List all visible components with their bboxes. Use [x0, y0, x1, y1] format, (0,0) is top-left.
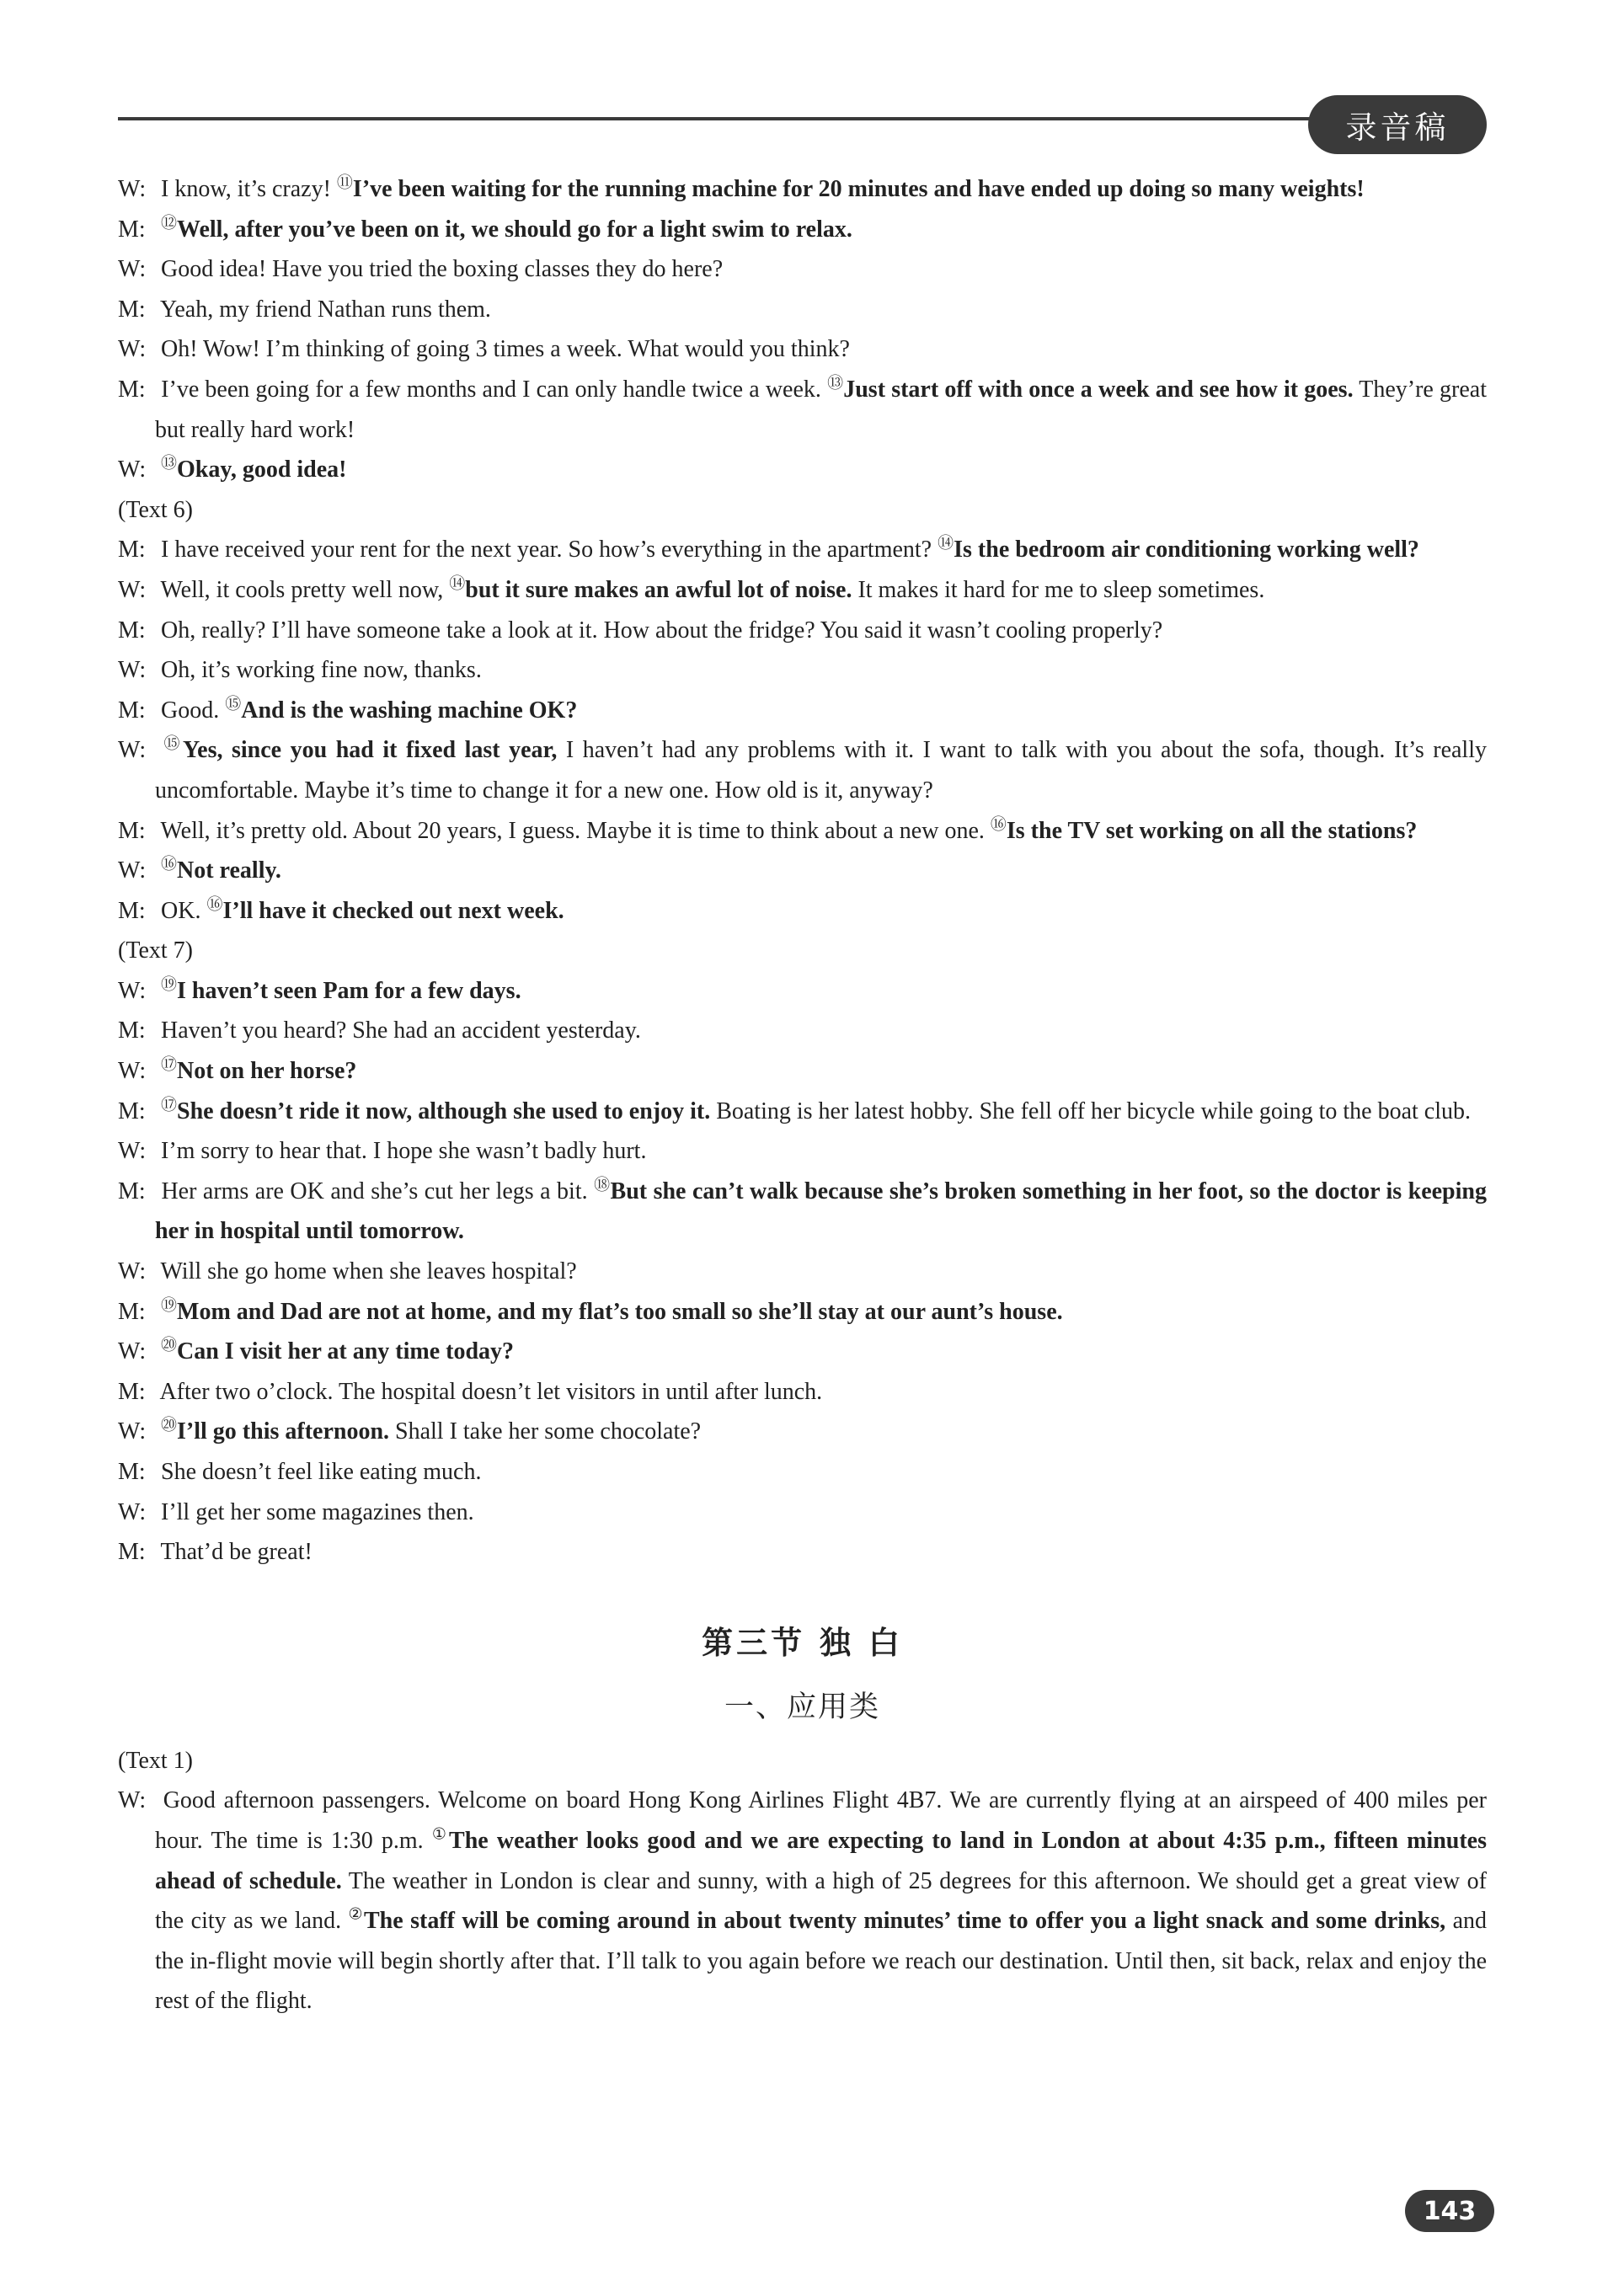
text-segment: I’ll get her some magazines then. — [155, 1498, 474, 1525]
text-segment — [155, 457, 161, 483]
sub-title: 一、应用类 — [724, 1690, 880, 1724]
dialogue-line — [118, 1131, 1487, 1172]
speaker-label: M: — [118, 617, 146, 644]
speaker-label: W: — [118, 1058, 147, 1085]
answer-highlight: Is the TV set working on all the stations? — [1006, 817, 1418, 844]
answer-highlight: Is the bedroom air conditioning working well? — [954, 537, 1419, 563]
speaker-label: M: — [118, 1378, 146, 1405]
speaker-label: M: — [118, 697, 146, 724]
question-marker: ⑬ — [161, 454, 178, 473]
dialogue-line — [118, 1452, 1487, 1493]
question-marker: ⑭ — [449, 574, 466, 593]
answer-highlight: Not on her horse? — [177, 1058, 357, 1085]
speaker-label: M: — [118, 1097, 146, 1124]
text-label — [118, 931, 1487, 971]
text-segment — [155, 216, 161, 243]
header-tag: 录音稿 — [1308, 95, 1487, 154]
text-segment: Yeah, my friend Nathan runs them. — [155, 296, 491, 323]
text-segment: Her arms are OK and she’s cut her legs a bit. — [155, 1178, 595, 1204]
text-segment: OK. — [155, 897, 207, 924]
question-marker: ⑯ — [990, 815, 1007, 834]
text-segment: Oh, really? I’ll have someone take a look at it. How about the fridge? You said it wasn’t cooling properly? — [155, 617, 1163, 644]
question-marker: ⑬ — [827, 374, 844, 393]
answer-highlight: But she can’t walk because she’s broken something in her foot, so the doctor is keeping her in hospital until tomorrow. — [155, 1178, 1487, 1245]
answer-highlight: Okay, good idea! — [177, 457, 347, 483]
text-segment: (Text 1) — [118, 1747, 194, 1774]
dialogue-line — [118, 1051, 1487, 1092]
dialogue-line — [118, 290, 1487, 330]
speaker-label: W: — [118, 1498, 147, 1525]
text-segment: I’ve been going for a few months and I can only handle twice a week. — [155, 376, 828, 403]
section-title: 第三节 独 白 — [702, 1624, 903, 1661]
answer-highlight: She doesn’t ride it now, although she used to enjoy it. — [177, 1097, 711, 1124]
dialogue-line — [118, 1011, 1487, 1051]
text-segment: I haven’t had any problems with it. I want to talk with you about the sofa, though. It’s really uncomfortable. Maybe it’s time to change it for a new one. How old is it, anyway? — [155, 737, 1487, 804]
dialogue-line — [118, 570, 1487, 611]
text-segment: That’d be great! — [155, 1539, 313, 1566]
speaker-label: W: — [118, 457, 147, 483]
dialogue-line — [118, 1372, 1487, 1413]
speaker-label: W: — [118, 977, 147, 1004]
speaker-label: M: — [118, 537, 146, 563]
speaker-label: W: — [118, 1418, 147, 1445]
header-rule — [118, 117, 1331, 120]
speaker-label: M: — [118, 216, 146, 243]
speaker-label: M: — [118, 817, 146, 844]
speaker-label: W: — [118, 657, 147, 684]
text-segment: Well, it’s pretty old. About 20 years, I guess. Maybe it is time to think about a new one. — [155, 817, 991, 844]
text-segment: I know, it’s crazy! — [155, 176, 337, 202]
speaker-label: M: — [118, 1459, 146, 1485]
dialogue-line — [118, 650, 1487, 691]
answer-highlight: Just start off with once a week and see how it goes. — [843, 376, 1354, 403]
question-marker: ⑰ — [161, 1055, 178, 1074]
question-marker: ⑲ — [161, 1296, 178, 1315]
text-segment: It makes it hard for me to sleep sometimes. — [852, 576, 1265, 603]
speaker-label: M: — [118, 296, 146, 323]
speaker-label: W: — [118, 1258, 147, 1285]
text-segment: (Text 7) — [118, 937, 194, 964]
dialogue-line — [118, 1412, 1487, 1452]
text-segment: Oh, it’s working fine now, thanks. — [155, 657, 482, 684]
text-segment — [155, 1299, 161, 1325]
text-label — [118, 1741, 1487, 1781]
dialogue-line — [118, 1092, 1487, 1132]
answer-highlight: The weather looks good and we are expecting to land in London at about 4:35 p.m., fifteen minutes ahead of schedule. — [155, 1827, 1487, 1894]
speaker-label: M: — [118, 1017, 146, 1044]
answer-highlight: I haven’t seen Pam for a few days. — [177, 977, 521, 1004]
text-segment: She doesn’t feel like eating much. — [155, 1459, 482, 1485]
page-body — [118, 169, 1487, 2021]
answer-highlight: Can I visit her at any time today? — [177, 1338, 515, 1365]
question-marker: ⑪ — [336, 174, 353, 192]
question-marker: ⑫ — [161, 214, 178, 232]
text-segment: I have received your rent for the next year. So how’s everything in the apartment? — [155, 537, 938, 563]
text-segment — [155, 857, 161, 884]
dialogue-line — [118, 1781, 1487, 2021]
text-segment: They’re great but really hard work! — [155, 376, 1487, 443]
text-segment: Good afternoon passengers. Welcome on board Hong Kong Airlines Flight 4B7. We are currently flying at an airspeed of 400 miles per hour. The time is 1:30 p.m. — [155, 1787, 1487, 1854]
speaker-label: M: — [118, 1298, 146, 1325]
speaker-label: W: — [118, 336, 147, 363]
text-segment: Shall I take her some chocolate? — [389, 1418, 702, 1445]
question-marker: ⑱ — [594, 1176, 611, 1194]
text-segment: Oh! Wow! I’m thinking of going 3 times a week. What would you think? — [155, 336, 850, 363]
dialogue-line — [118, 210, 1487, 250]
speaker-label: W: — [118, 1338, 147, 1365]
question-marker: ⑳ — [161, 1417, 178, 1435]
speaker-label: M: — [118, 897, 146, 924]
question-marker: ⑮ — [225, 695, 242, 713]
dialogue-line — [118, 611, 1487, 651]
question-marker: ⑳ — [161, 1336, 178, 1354]
page-number: 143 — [1405, 2190, 1494, 2232]
text-segment — [155, 1418, 161, 1445]
dialogue-line — [118, 811, 1487, 852]
monologue-block — [118, 1741, 1487, 2021]
text-segment: and the in-flight movie will begin shortly after that. I’ll talk to you again before we reach our destination. Until then, sit back, relax and enjoy the rest of the flight. — [155, 1908, 1487, 2015]
text-segment: (Text 6) — [118, 496, 194, 523]
answer-highlight: I’ll have it checked out next week. — [222, 897, 564, 924]
text-segment — [155, 737, 164, 763]
answer-highlight: but it sure makes an awful lot of noise. — [465, 576, 852, 603]
text-segment: I’m sorry to hear that. I hope she wasn’t badly hurt. — [155, 1138, 647, 1165]
dialogue-line — [118, 1332, 1487, 1372]
answer-highlight: I’ve been waiting for the running machine for 20 minutes and have ended up doing so many weights! — [352, 176, 1365, 202]
dialogue-line — [118, 1493, 1487, 1533]
question-marker: ① — [431, 1825, 450, 1844]
text-label — [118, 490, 1487, 531]
speaker-label: W: — [118, 256, 147, 283]
speaker-label: W: — [118, 576, 147, 603]
speaker-label: M: — [118, 1178, 146, 1204]
speaker-label: W: — [118, 857, 147, 884]
text-segment — [155, 978, 161, 1004]
dialogue-line — [118, 730, 1487, 810]
speaker-label: W: — [118, 737, 147, 764]
text-segment: Good idea! Have you tried the boxing classes they do here? — [155, 256, 724, 283]
answer-highlight: Well, after you’ve been on it, we should go for a light swim to relax. — [177, 216, 852, 243]
question-marker: ⑭ — [938, 535, 954, 553]
dialogue-line — [118, 691, 1487, 731]
text-segment: Will she go home when she leaves hospital? — [155, 1258, 577, 1285]
dialogue-block — [118, 169, 1487, 1573]
question-marker: ⑮ — [163, 734, 184, 753]
question-marker: ⑲ — [161, 975, 178, 994]
dialogue-line — [118, 530, 1487, 570]
answer-highlight: And is the washing machine OK? — [241, 697, 578, 724]
speaker-label: W: — [118, 176, 147, 202]
speaker-label: M: — [118, 1539, 146, 1566]
text-segment: Good. — [155, 697, 226, 724]
dialogue-line — [118, 249, 1487, 290]
dialogue-line — [118, 450, 1487, 490]
answer-highlight: Mom and Dad are not at home, and my flat’s too small so she’ll stay at our aunt’s house. — [177, 1298, 1063, 1325]
dialogue-line — [118, 1532, 1487, 1573]
text-segment: Boating is her latest hobby. She fell off her bicycle while going to the boat club. — [710, 1097, 1471, 1124]
text-segment — [155, 1338, 161, 1364]
text-segment: After two o’clock. The hospital doesn’t let visitors in until after lunch. — [155, 1378, 823, 1405]
dialogue-line — [118, 370, 1487, 450]
dialogue-line — [118, 891, 1487, 932]
dialogue-line — [118, 971, 1487, 1012]
dialogue-line — [118, 1252, 1487, 1292]
text-segment: Haven’t you heard? She had an accident yesterday. — [155, 1017, 641, 1044]
question-marker: ② — [348, 1905, 364, 1924]
text-segment: Well, it cools pretty well now, — [155, 576, 450, 603]
dialogue-line — [118, 329, 1487, 370]
text-segment: The weather in London is clear and sunny, with a high of 25 degrees for this afternoon. We should get a great view of the city as we land. — [155, 1867, 1487, 1935]
speaker-label: W: — [118, 1138, 147, 1165]
dialogue-line — [118, 169, 1487, 210]
answer-highlight: Not really. — [177, 857, 281, 884]
question-marker: ⑰ — [161, 1096, 178, 1114]
speaker-label: W: — [118, 1787, 147, 1814]
answer-highlight: I’ll go this afternoon. — [177, 1418, 390, 1445]
text-segment — [155, 1098, 161, 1124]
question-marker: ⑯ — [161, 855, 178, 873]
answer-highlight: Yes, since you had it fixed last year, — [183, 737, 558, 764]
question-marker: ⑯ — [206, 895, 223, 914]
dialogue-line — [118, 1172, 1487, 1252]
speaker-label: M: — [118, 376, 146, 403]
answer-highlight: The staff will be coming around in about twenty minutes’ time to offer you a light snack and some drinks, — [364, 1908, 1446, 1935]
dialogue-line — [118, 1292, 1487, 1332]
text-segment — [155, 1058, 161, 1084]
dialogue-line — [118, 851, 1487, 891]
